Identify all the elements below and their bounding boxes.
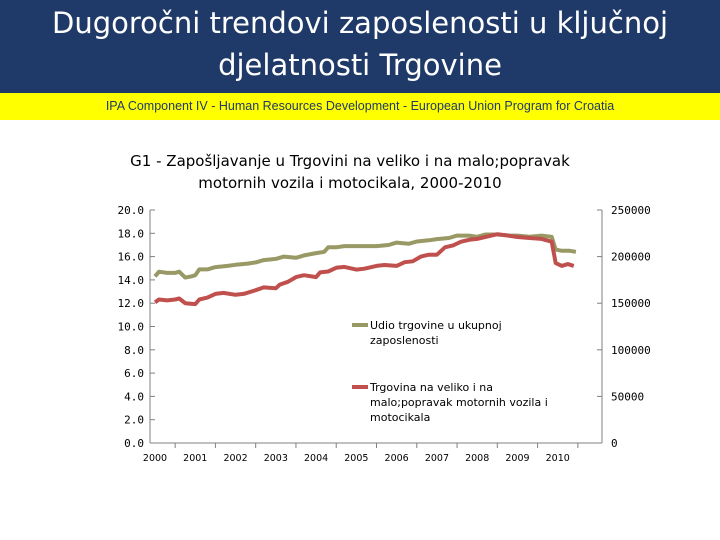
left-tick-label: 10.0 xyxy=(117,320,144,334)
right-tick-label: 200000 xyxy=(611,250,651,264)
left-tick-label: 8.0 xyxy=(124,343,144,357)
right-tick-label: 250000 xyxy=(611,204,651,217)
series-share-line xyxy=(155,235,576,278)
left-tick-label: 18.0 xyxy=(117,227,144,241)
x-tick-label: 2008 xyxy=(465,453,490,464)
legend-label-share: Udio trgovine u ukupnoj zaposlenosti xyxy=(370,318,520,348)
left-tick-label: 14.0 xyxy=(117,273,144,287)
left-tick-label: 0.0 xyxy=(124,437,144,450)
left-tick-label: 2.0 xyxy=(124,413,144,427)
x-tick-label: 2004 xyxy=(303,453,329,464)
legend-swatch-employment xyxy=(352,385,368,389)
x-tick-label: 2009 xyxy=(505,453,530,464)
legend-label-employment: Trgovina na veliko i na malo;popravak motornih vozila i motocikala xyxy=(370,380,560,425)
right-tick-label: 0 xyxy=(611,437,618,450)
left-tick-label: 12.0 xyxy=(117,297,144,311)
series-layer xyxy=(155,234,576,304)
right-tick-label: 50000 xyxy=(611,390,645,404)
x-tick-label: 2002 xyxy=(223,453,248,464)
legend-swatch-share xyxy=(352,323,368,327)
x-tick-label: 2007 xyxy=(424,453,450,464)
x-tick-label: 2006 xyxy=(384,453,409,464)
chart-title-line-2: motornih vozila i motocikala, 2000-2010 xyxy=(198,174,502,192)
chart-title-line-1: G1 - Zapošljavanje u Trgovini na veliko i na malo;popravak xyxy=(130,152,570,170)
right-tick-label: 100000 xyxy=(611,343,651,357)
x-tick-label: 2003 xyxy=(263,453,288,464)
left-tick-label: 16.0 xyxy=(117,250,144,264)
x-tick-label: 2000 xyxy=(142,453,168,464)
program-band-text: IPA Component IV - Human Resources Development - European Union Program for Croatia xyxy=(105,99,615,113)
left-tick-label: 6.0 xyxy=(124,367,144,381)
left-tick-label: 20.0 xyxy=(117,204,144,217)
left-tick-label: 4.0 xyxy=(124,390,144,404)
x-tick-label: 2001 xyxy=(183,453,208,464)
slide-title-line-1: Dugoročni trendovi zaposlenosti u ključnoj xyxy=(52,6,668,40)
x-tick-label: 2005 xyxy=(344,453,369,464)
slide-title-line-2: djelatnosti Trgovine xyxy=(218,48,502,82)
x-tick-label: 2010 xyxy=(545,453,570,464)
right-tick-label: 150000 xyxy=(611,297,651,311)
